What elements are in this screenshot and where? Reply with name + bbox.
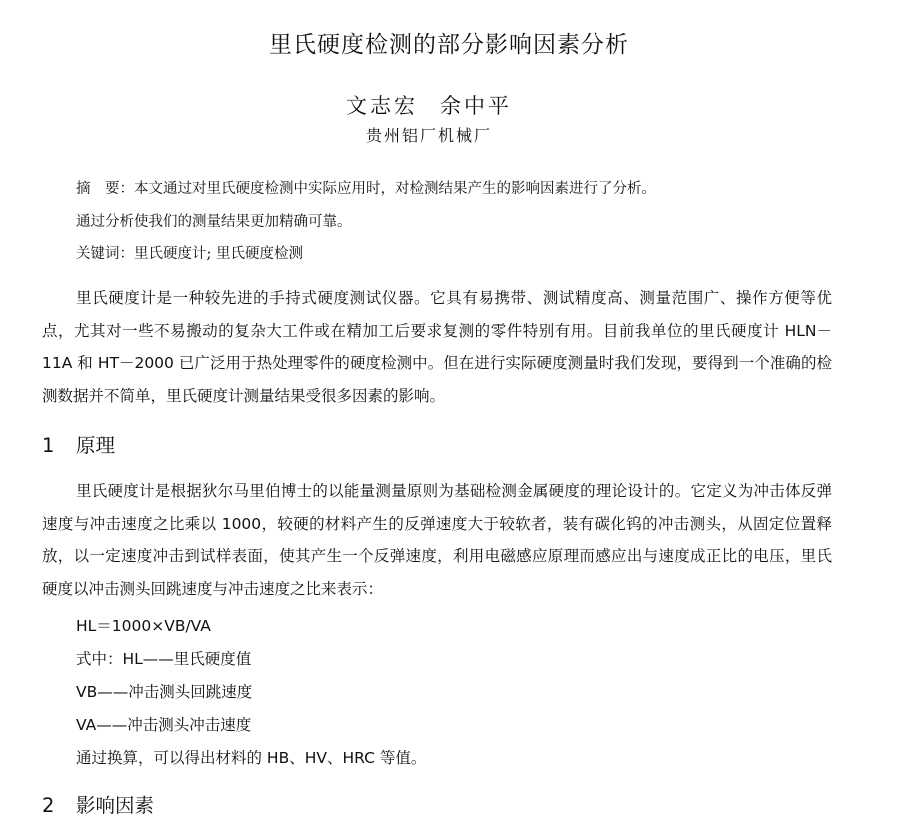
formula: HL＝1000×VB/VA <box>76 617 211 635</box>
abstract-line-continued: 通过分析使我们的测量结果更加精确可靠。 <box>76 214 352 230</box>
conversion-note: 通过换算，可以得出材料的 HB、HV、HRC 等值。 <box>76 749 427 767</box>
keywords-text: 里氏硬度计; 里氏硬度检测 <box>134 246 303 262</box>
section-heading-principle <box>42 430 115 458</box>
section-title: 影响因素 <box>76 794 155 817</box>
author-list <box>0 90 858 120</box>
formula-where-va: VA——冲击测头冲击速度 <box>76 716 252 734</box>
abstract-text: 本文通过对里氏硬度检测中实际应用时，对检测结果产生的影响因素进行了分析。 <box>134 181 656 197</box>
section-heading-factors <box>42 790 154 818</box>
formula-where-hl: 式中：HL——里氏硬度值 <box>76 650 252 668</box>
abstract-line <box>76 177 656 198</box>
section-number: 2 <box>42 794 55 817</box>
section-number: 1 <box>42 434 55 457</box>
keywords-line <box>76 242 303 263</box>
author-name: 余中平 <box>440 94 512 118</box>
abstract-label: 摘 要： <box>76 181 134 197</box>
author-name: 文志宏 <box>346 94 418 118</box>
formula-where-vb: VB——冲击测头回跳速度 <box>76 683 253 701</box>
affiliation: 贵州铝厂机械厂 <box>365 126 492 145</box>
keywords-label: 关键词： <box>76 246 134 262</box>
paper-title: 里氏硬度检测的部分影响因素分析 <box>269 32 629 58</box>
section-title: 原理 <box>76 434 116 457</box>
intro-paragraph: 里氏硬度计是一种较先进的手持式硬度测试仪器。它具有易携带、测试精度高、测量范围广、操作方便等优点，尤其对一些不易搬动的复杂大工件或在精加工后要求复测的零件特别有用。目前我单位的里氏硬度计 HLN－11A 和 HT－2000 已广泛用于热处理零件的硬度检测中。但在进行实际硬度测量时我们发现，要得到一个准确的检测数据并不简单，里氏硬度计测量结果受很多因素的影响。 <box>42 289 832 405</box>
principle-paragraph: 里氏硬度计是根据狄尔马里伯博士的以能量测量原则为基础检测金属硬度的理论设计的。它定义为冲击体反弹速度与冲击速度之比乘以 1000，较硬的材料产生的反弹速度大于较软者，装有碳化钨的冲击测头，从固定位置释放，以一定速度冲击到试样表面，使其产生一个反弹速度，利用电磁感应原理而感应出与速度成正比的电压，里氏硬度以冲击测头回跳速度与冲击速度之比来表示： <box>42 482 832 598</box>
